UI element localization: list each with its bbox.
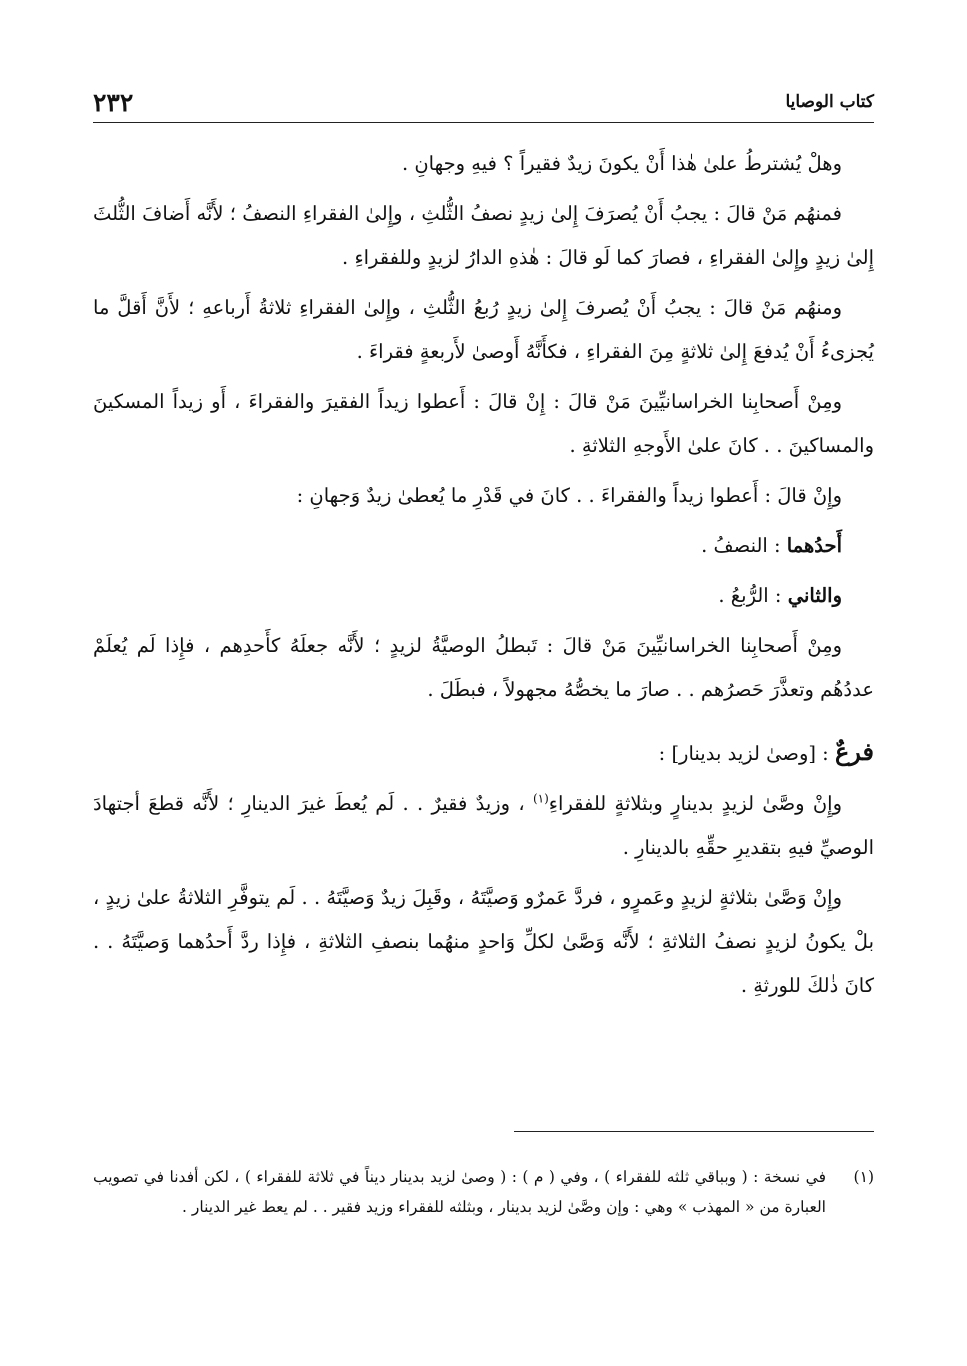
footnote-text: في نسخة : ( وبباقي ثلثه للفقراء ) ، وفي ( م ) : ( وصىٰ لزيد بدينار ديناً في ثلاثة للفقراء ) ، لكن أفدنا في تصويب العبارة من « المهذب » وهي : وإن وصَّىٰ لزيد بدينار ، وبثلثه للفقراء وزيد فقير . . لم يعط غير الدينار .	[93, 1168, 826, 1216]
page-header	[93, 88, 874, 123]
branch-title: : [وصىٰ لزيد بدينار] :	[658, 742, 835, 765]
paragraph-three-bequest: وإِنْ وَصَّىٰ بثلاثةٍ لزيدٍ وعَمرٍو ، فردَّ عَمرٌو وَصيَّتَهُ ، وقَبِلَ زيدٌ وَصيَّتَهُ . . لَم يتوفَّرِ الثلاثةُ علىٰ زيدٍ ، بلْ يكونُ لزيدٍ نصفُ الثلاثةِ ؛ لأَنَّه وَصَّىٰ لكلِّ وَاحدٍ منهُما بنصفِ الثلاثةِ ، فإِذا ردَّ أَحدُهما وَصيَّتَهُ . . كانَ ذٰلكَ للورثةِ .	[93, 886, 874, 997]
paragraph-condition: وهلْ يُشترطُ علىٰ هٰذا أَنْ يكونَ زيدٌ فقيراً ؟ فيهِ وجهانِ .	[401, 152, 842, 175]
footnote-separator	[514, 1131, 874, 1132]
paragraph-second-opinion: ومنهُم مَنْ قالَ : يجبُ أَنْ يُصرفَ إِلىٰ زيدٍ رُبعُ الثُّلثِ ، وإِلىٰ الفقراءِ ثلاثةُ أَرباعهِ ؛ لأَنَّ أَقلَّ ما يُجزىءُ أَنْ يُدفعَ إِلىٰ ثلاثةٍ مِنَ الفقراءِ ، فكأَنَّهُ أَوصىٰ لأَربعةٍ فقراءَ .	[93, 296, 874, 363]
footnote-number: (١)	[853, 1168, 874, 1186]
paragraph-first-opinion: فمنهُم مَنْ قالَ : يجبُ أَنْ يُصرَفَ إِلىٰ زيدٍ نصفُ الثُّلثِ ، وإِلىٰ الفقراءِ النصفُ ؛ لأَنَّه أَضافَ الثُّلثَ إِلىٰ زيدٍ وإِلىٰ الفقراءِ ، فصارَ كما لَو قالَ : هٰذهِ الدارُ لزيدٍ وللفقراءِ .	[93, 202, 874, 269]
first-view-label: أَحدُهما	[786, 534, 842, 557]
paragraph-second-view	[93, 574, 874, 618]
branch-word: فرعٌ	[834, 737, 874, 766]
paragraph-dinar-bequest	[93, 782, 874, 870]
paragraph-invalid-bequest: ومِنْ أَصحابِنا الخراسانيِّينَ مَنْ قالَ : تَبطلُ الوصيَّةُ لزيدٍ ؛ لأَنَّه جعلَهُ كأَحدِهم ، فإِذا لَم يُعلَمْ عددُهُم وتعذَّرَ حَصرُهم . . صارَ ما يخصُّهُ مجهولاً ، فبطَلَ .	[93, 634, 874, 701]
first-view-text: : النصفُ .	[701, 534, 787, 557]
main-text	[93, 142, 874, 1014]
dinar-text-after: ، وزيدٌ فقيرٌ . . لَم يُعطَ غيرَ الدينارِ ؛ لأَنَّه قطعَ أجتهادَ الوصيِّ فيهِ بتقديرِ حقِّهِ بالدينارِ .	[93, 792, 874, 859]
running-title: كتاب الوصايا	[785, 92, 874, 112]
footnote-marker: (١)	[532, 791, 549, 806]
second-view-label: والثاني	[787, 584, 842, 607]
branch-heading	[93, 730, 874, 776]
dinar-text-before: وإِنْ وصَّىٰ لزيدٍ بدينارٍ وبثلاثةٍ للفقراءِ	[548, 792, 842, 815]
footnote	[93, 1162, 874, 1222]
second-view-text: : الرُّبعُ .	[718, 584, 788, 607]
paragraph-khurasani-view: ومِنْ أَصحابِنا الخراسانيِّينَ مَنْ قالَ : إِنْ قالَ : أَعطوا زيداً الفقيرَ والفقراءَ ، أَو زيداً المسكينَ والمساكينَ . . كانَ علىٰ الأَوجهِ الثلاثةِ .	[93, 390, 874, 457]
paragraph-first-view	[93, 524, 874, 568]
paragraph-two-views: وإِنْ قالَ : أَعطوا زيداً والفقراءَ . . كانَ في قَدْرِ ما يُعطىٰ زيدٌ وَجهانِ :	[296, 484, 842, 507]
page-number: ٢٣٢	[93, 88, 134, 117]
